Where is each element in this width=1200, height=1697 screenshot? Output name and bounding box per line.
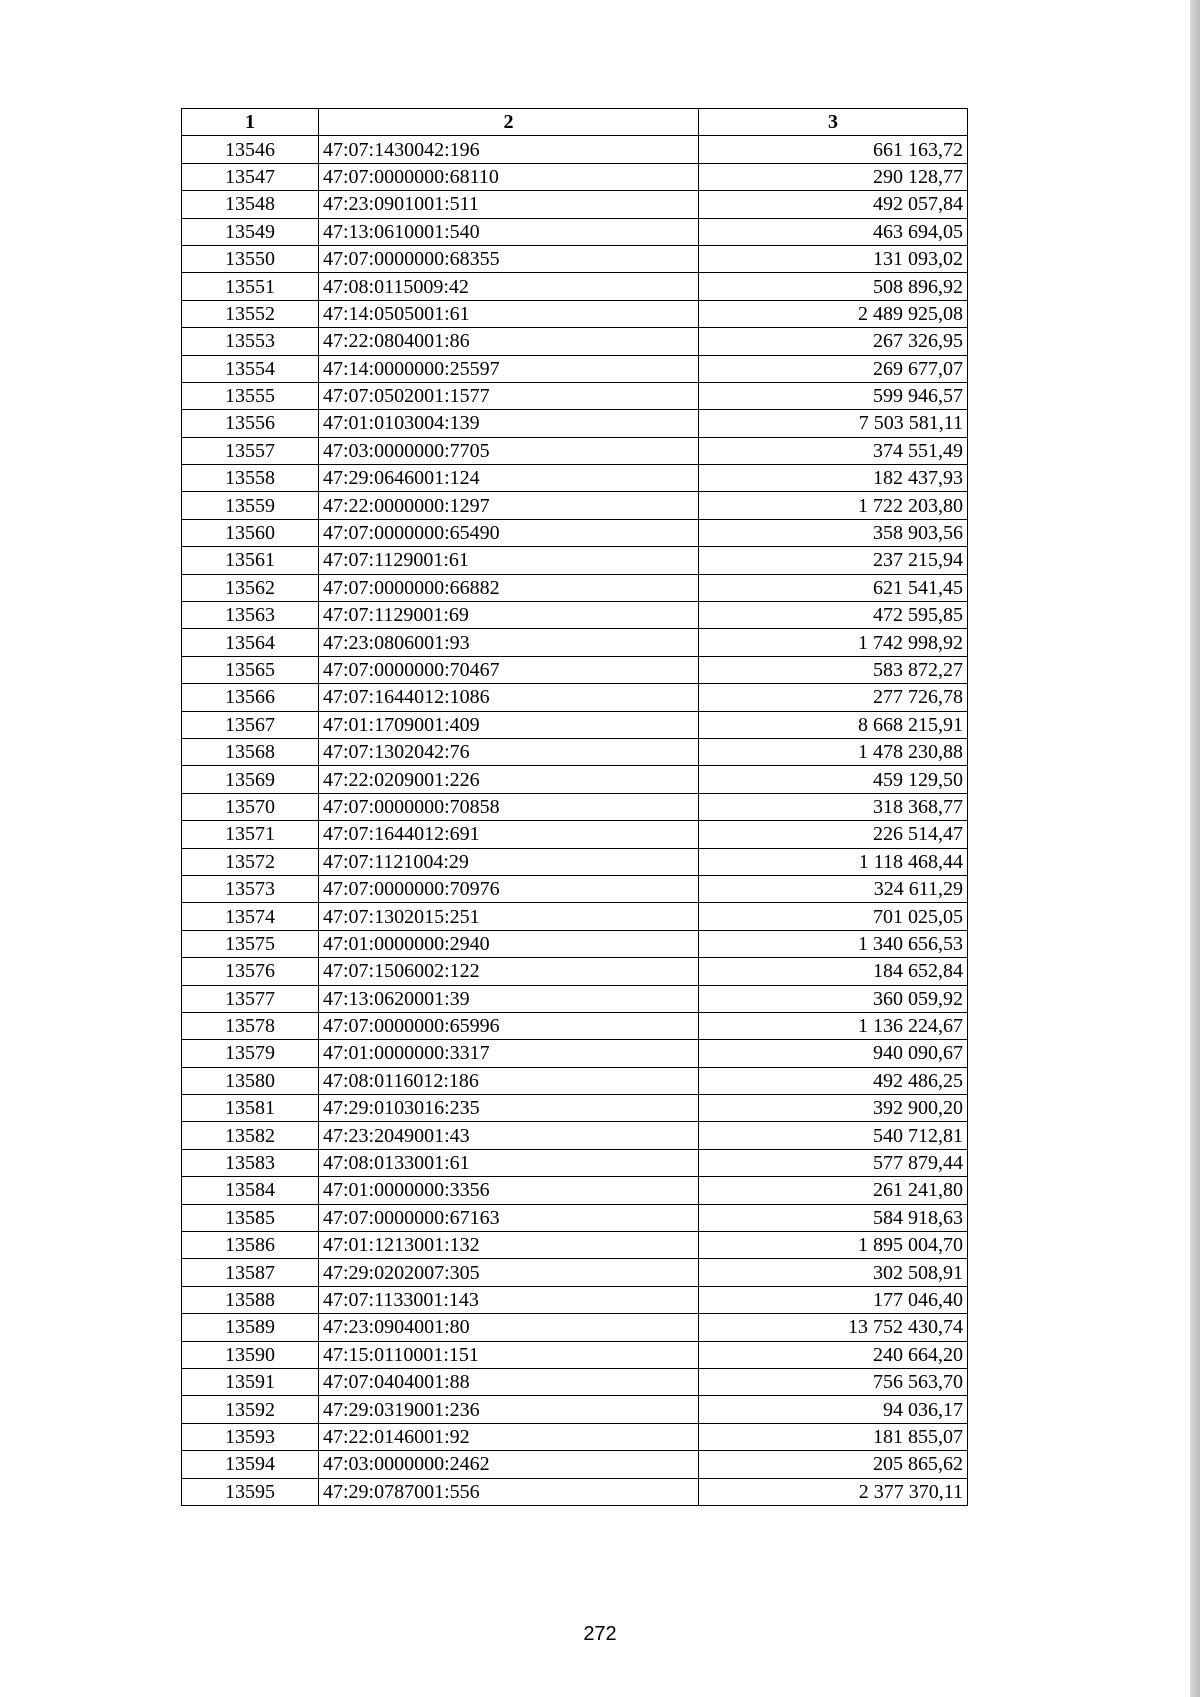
row-number-cell: 13590 xyxy=(182,1341,319,1368)
table-row xyxy=(182,410,968,437)
value-cell: 181 855,07 xyxy=(699,1423,968,1450)
cadastral-number-cell: 47:07:0000000:65996 xyxy=(319,1012,699,1039)
table-row xyxy=(182,1232,968,1259)
value-cell: 1 742 998,92 xyxy=(699,629,968,656)
row-number-cell: 13569 xyxy=(182,766,319,793)
value-cell: 358 903,56 xyxy=(699,519,968,546)
table-row xyxy=(182,1451,968,1478)
row-number-cell: 13584 xyxy=(182,1177,319,1204)
cadastral-number-cell: 47:29:0787001:556 xyxy=(319,1478,699,1505)
table-row xyxy=(182,1177,968,1204)
value-cell: 492 057,84 xyxy=(699,191,968,218)
value-cell: 1 340 656,53 xyxy=(699,930,968,957)
table-row xyxy=(182,930,968,957)
value-cell: 261 241,80 xyxy=(699,1177,968,1204)
row-number-cell: 13565 xyxy=(182,656,319,683)
page-number: 272 xyxy=(583,1623,617,1645)
value-cell: 540 712,81 xyxy=(699,1122,968,1149)
row-number-cell: 13581 xyxy=(182,1095,319,1122)
table-row xyxy=(182,1314,968,1341)
table-row xyxy=(182,958,968,985)
value-cell: 205 865,62 xyxy=(699,1451,968,1478)
row-number-cell: 13592 xyxy=(182,1396,319,1423)
table-row xyxy=(182,684,968,711)
cadastral-number-cell: 47:07:1129001:69 xyxy=(319,602,699,629)
column-header-2: 2 xyxy=(319,109,699,136)
row-number-cell: 13567 xyxy=(182,711,319,738)
row-number-cell: 13574 xyxy=(182,903,319,930)
table-row xyxy=(182,1149,968,1176)
cadastral-number-cell: 47:22:0000000:1297 xyxy=(319,492,699,519)
row-number-cell: 13580 xyxy=(182,1067,319,1094)
row-number-cell: 13582 xyxy=(182,1122,319,1149)
value-cell: 302 508,91 xyxy=(699,1259,968,1286)
value-cell: 459 129,50 xyxy=(699,766,968,793)
cadastral-number-cell: 47:07:1121004:29 xyxy=(319,848,699,875)
table-row xyxy=(182,875,968,902)
table-row xyxy=(182,903,968,930)
table-row xyxy=(182,1286,968,1313)
table-row xyxy=(182,1396,968,1423)
cadastral-number-cell: 47:23:2049001:43 xyxy=(319,1122,699,1149)
value-cell: 13 752 430,74 xyxy=(699,1314,968,1341)
value-cell: 226 514,47 xyxy=(699,821,968,848)
table-row xyxy=(182,437,968,464)
page-edge xyxy=(1190,0,1200,1697)
table-row xyxy=(182,1341,968,1368)
column-header-3: 3 xyxy=(699,109,968,136)
table-row xyxy=(182,163,968,190)
row-number-cell: 13594 xyxy=(182,1451,319,1478)
value-cell: 599 946,57 xyxy=(699,382,968,409)
cadastral-number-cell: 47:07:1506002:122 xyxy=(319,958,699,985)
cadastral-number-cell: 47:14:0000000:25597 xyxy=(319,355,699,382)
cadastral-number-cell: 47:08:0133001:61 xyxy=(319,1149,699,1176)
value-cell: 1 136 224,67 xyxy=(699,1012,968,1039)
cadastral-number-cell: 47:23:0901001:511 xyxy=(319,191,699,218)
row-number-cell: 13551 xyxy=(182,273,319,300)
cadastral-number-cell: 47:22:0804001:86 xyxy=(319,328,699,355)
table-row xyxy=(182,300,968,327)
table-row xyxy=(182,1204,968,1231)
row-number-cell: 13549 xyxy=(182,218,319,245)
table-row xyxy=(182,1478,968,1505)
row-number-cell: 13553 xyxy=(182,328,319,355)
table-row xyxy=(182,1423,968,1450)
cadastral-number-cell: 47:08:0115009:42 xyxy=(319,273,699,300)
cadastral-number-cell: 47:29:0646001:124 xyxy=(319,465,699,492)
value-cell: 940 090,67 xyxy=(699,1040,968,1067)
table-row xyxy=(182,629,968,656)
row-number-cell: 13595 xyxy=(182,1478,319,1505)
cadastral-number-cell: 47:07:0000000:68355 xyxy=(319,245,699,272)
value-cell: 131 093,02 xyxy=(699,245,968,272)
row-number-cell: 13572 xyxy=(182,848,319,875)
row-number-cell: 13576 xyxy=(182,958,319,985)
table-row xyxy=(182,328,968,355)
value-cell: 94 036,17 xyxy=(699,1396,968,1423)
row-number-cell: 13557 xyxy=(182,437,319,464)
table-row xyxy=(182,1012,968,1039)
row-number-cell: 13568 xyxy=(182,738,319,765)
cadastral-number-cell: 47:13:0610001:540 xyxy=(319,218,699,245)
row-number-cell: 13562 xyxy=(182,574,319,601)
row-number-cell: 13570 xyxy=(182,793,319,820)
cadastral-value-table xyxy=(181,108,968,1506)
table-row xyxy=(182,1368,968,1395)
value-cell: 577 879,44 xyxy=(699,1149,968,1176)
value-cell: 1 722 203,80 xyxy=(699,492,968,519)
cadastral-number-cell: 47:07:0000000:70976 xyxy=(319,875,699,902)
cadastral-number-cell: 47:07:1430042:196 xyxy=(319,136,699,163)
table-row xyxy=(182,985,968,1012)
value-cell: 472 595,85 xyxy=(699,602,968,629)
table-row xyxy=(182,793,968,820)
table-row xyxy=(182,1259,968,1286)
value-cell: 269 677,07 xyxy=(699,355,968,382)
value-cell: 1 478 230,88 xyxy=(699,738,968,765)
cadastral-number-cell: 47:07:1644012:1086 xyxy=(319,684,699,711)
cadastral-number-cell: 47:07:1302042:76 xyxy=(319,738,699,765)
table-row xyxy=(182,574,968,601)
row-number-cell: 13559 xyxy=(182,492,319,519)
cadastral-number-cell: 47:07:0404001:88 xyxy=(319,1368,699,1395)
value-cell: 240 664,20 xyxy=(699,1341,968,1368)
value-cell: 2 377 370,11 xyxy=(699,1478,968,1505)
cadastral-number-cell: 47:07:1302015:251 xyxy=(319,903,699,930)
cadastral-number-cell: 47:07:1644012:691 xyxy=(319,821,699,848)
value-cell: 374 551,49 xyxy=(699,437,968,464)
value-cell: 184 652,84 xyxy=(699,958,968,985)
cadastral-number-cell: 47:14:0505001:61 xyxy=(319,300,699,327)
table-row xyxy=(182,191,968,218)
cadastral-number-cell: 47:01:1213001:132 xyxy=(319,1232,699,1259)
value-cell: 508 896,92 xyxy=(699,273,968,300)
cadastral-number-cell: 47:15:0110001:151 xyxy=(319,1341,699,1368)
row-number-cell: 13566 xyxy=(182,684,319,711)
value-cell: 7 503 581,11 xyxy=(699,410,968,437)
value-cell: 661 163,72 xyxy=(699,136,968,163)
table-row xyxy=(182,465,968,492)
table-row xyxy=(182,656,968,683)
cadastral-number-cell: 47:23:0904001:80 xyxy=(319,1314,699,1341)
value-cell: 177 046,40 xyxy=(699,1286,968,1313)
table-body xyxy=(182,136,968,1506)
cadastral-number-cell: 47:03:0000000:7705 xyxy=(319,437,699,464)
value-cell: 584 918,63 xyxy=(699,1204,968,1231)
table-row xyxy=(182,547,968,574)
table-row xyxy=(182,273,968,300)
table-row xyxy=(182,766,968,793)
table-header-row xyxy=(182,109,968,136)
row-number-cell: 13564 xyxy=(182,629,319,656)
table-row xyxy=(182,1095,968,1122)
value-cell: 237 215,94 xyxy=(699,547,968,574)
cadastral-number-cell: 47:07:0000000:70858 xyxy=(319,793,699,820)
row-number-cell: 13552 xyxy=(182,300,319,327)
value-cell: 1 118 468,44 xyxy=(699,848,968,875)
row-number-cell: 13547 xyxy=(182,163,319,190)
value-cell: 1 895 004,70 xyxy=(699,1232,968,1259)
value-cell: 267 326,95 xyxy=(699,328,968,355)
table-row xyxy=(182,245,968,272)
table-row xyxy=(182,382,968,409)
row-number-cell: 13579 xyxy=(182,1040,319,1067)
row-number-cell: 13585 xyxy=(182,1204,319,1231)
column-header-1: 1 xyxy=(182,109,319,136)
row-number-cell: 13589 xyxy=(182,1314,319,1341)
row-number-cell: 13586 xyxy=(182,1232,319,1259)
cadastral-number-cell: 47:07:0000000:65490 xyxy=(319,519,699,546)
row-number-cell: 13591 xyxy=(182,1368,319,1395)
row-number-cell: 13571 xyxy=(182,821,319,848)
value-cell: 318 368,77 xyxy=(699,793,968,820)
cadastral-number-cell: 47:29:0319001:236 xyxy=(319,1396,699,1423)
row-number-cell: 13593 xyxy=(182,1423,319,1450)
row-number-cell: 13560 xyxy=(182,519,319,546)
cadastral-number-cell: 47:13:0620001:39 xyxy=(319,985,699,1012)
table-row xyxy=(182,821,968,848)
table-row xyxy=(182,218,968,245)
cadastral-number-cell: 47:03:0000000:2462 xyxy=(319,1451,699,1478)
value-cell: 290 128,77 xyxy=(699,163,968,190)
value-cell: 392 900,20 xyxy=(699,1095,968,1122)
cadastral-number-cell: 47:07:1129001:61 xyxy=(319,547,699,574)
value-cell: 583 872,27 xyxy=(699,656,968,683)
value-cell: 324 611,29 xyxy=(699,875,968,902)
cadastral-number-cell: 47:07:0000000:67163 xyxy=(319,1204,699,1231)
cadastral-number-cell: 47:01:1709001:409 xyxy=(319,711,699,738)
row-number-cell: 13583 xyxy=(182,1149,319,1176)
value-cell: 463 694,05 xyxy=(699,218,968,245)
row-number-cell: 13555 xyxy=(182,382,319,409)
table-row xyxy=(182,711,968,738)
value-cell: 2 489 925,08 xyxy=(699,300,968,327)
cadastral-number-cell: 47:29:0202007:305 xyxy=(319,1259,699,1286)
row-number-cell: 13587 xyxy=(182,1259,319,1286)
cadastral-number-cell: 47:07:0000000:68110 xyxy=(319,163,699,190)
table-row xyxy=(182,519,968,546)
table-row xyxy=(182,848,968,875)
row-number-cell: 13563 xyxy=(182,602,319,629)
row-number-cell: 13558 xyxy=(182,465,319,492)
cadastral-number-cell: 47:07:0000000:70467 xyxy=(319,656,699,683)
table-row xyxy=(182,1067,968,1094)
row-number-cell: 13577 xyxy=(182,985,319,1012)
cadastral-number-cell: 47:29:0103016:235 xyxy=(319,1095,699,1122)
cadastral-number-cell: 47:07:0000000:66882 xyxy=(319,574,699,601)
cadastral-number-cell: 47:01:0103004:139 xyxy=(319,410,699,437)
cadastral-number-cell: 47:07:1133001:143 xyxy=(319,1286,699,1313)
value-cell: 360 059,92 xyxy=(699,985,968,1012)
row-number-cell: 13573 xyxy=(182,875,319,902)
value-cell: 8 668 215,91 xyxy=(699,711,968,738)
value-cell: 701 025,05 xyxy=(699,903,968,930)
row-number-cell: 13578 xyxy=(182,1012,319,1039)
row-number-cell: 13575 xyxy=(182,930,319,957)
table-row xyxy=(182,738,968,765)
cadastral-number-cell: 47:07:0502001:1577 xyxy=(319,382,699,409)
value-cell: 277 726,78 xyxy=(699,684,968,711)
row-number-cell: 13554 xyxy=(182,355,319,382)
cadastral-number-cell: 47:01:0000000:3356 xyxy=(319,1177,699,1204)
table-row xyxy=(182,1122,968,1149)
row-number-cell: 13550 xyxy=(182,245,319,272)
table-row xyxy=(182,492,968,519)
value-cell: 182 437,93 xyxy=(699,465,968,492)
table-row xyxy=(182,355,968,382)
value-cell: 756 563,70 xyxy=(699,1368,968,1395)
value-cell: 621 541,45 xyxy=(699,574,968,601)
cadastral-number-cell: 47:22:0209001:226 xyxy=(319,766,699,793)
value-cell: 492 486,25 xyxy=(699,1067,968,1094)
cadastral-number-cell: 47:23:0806001:93 xyxy=(319,629,699,656)
row-number-cell: 13588 xyxy=(182,1286,319,1313)
cadastral-number-cell: 47:22:0146001:92 xyxy=(319,1423,699,1450)
row-number-cell: 13548 xyxy=(182,191,319,218)
row-number-cell: 13556 xyxy=(182,410,319,437)
table-row xyxy=(182,1040,968,1067)
cadastral-number-cell: 47:01:0000000:2940 xyxy=(319,930,699,957)
cadastral-number-cell: 47:01:0000000:3317 xyxy=(319,1040,699,1067)
cadastral-number-cell: 47:08:0116012:186 xyxy=(319,1067,699,1094)
row-number-cell: 13561 xyxy=(182,547,319,574)
table-row xyxy=(182,136,968,163)
row-number-cell: 13546 xyxy=(182,136,319,163)
table-row xyxy=(182,602,968,629)
